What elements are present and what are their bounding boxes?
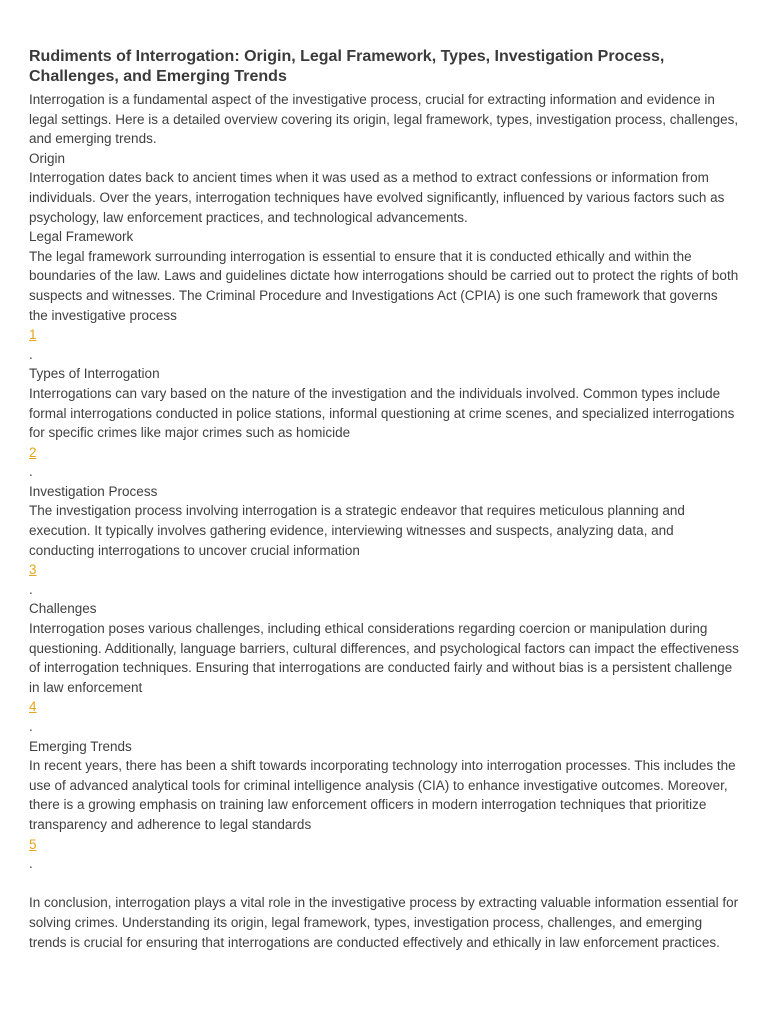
citation-separator: .: [29, 464, 33, 480]
citation-link-1[interactable]: 1: [29, 327, 37, 343]
section-body: Interrogation poses various challenges, including ethical considerations regarding coercion or manipulation during questioning. Additionally, language barriers, cultural differences, and psychological factors can impact the effectiveness of interrogation techniques. Ensuring that interrogations are conducted fairly and without bias is a persistent challenge in law enforcement: [29, 621, 739, 695]
section-heading: Legal Framework: [29, 229, 134, 245]
citation-link-5[interactable]: 5: [29, 836, 37, 852]
citation-separator: .: [29, 856, 33, 872]
conclusion-paragraph: In conclusion, interrogation plays a vital role in the investigative process by extracting valuable information essential for solving crimes. Understanding its origin, legal framework, types, investigation process, challenges, and emerging trends is crucial for ensuring that interrogations are conducted effectively and ethically in law enforcement practices.: [29, 895, 739, 950]
section-body: Interrogations can vary based on the nature of the investigation and the individuals involved. Common types include formal interrogations conducted in police stations, informal questioning at crime scenes, and specialized interrogations for specific crimes like major crimes such as homicide: [29, 385, 735, 441]
citation-link-3[interactable]: 3: [29, 562, 37, 578]
section-body: In recent years, there has been a shift towards incorporating technology into interrogation processes. This includes the use of advanced analytical tools for criminal intelligence analysis (CIA) to enhance investigative outcomes. Moreover, there is a growing emphasis on training law enforcement officers in modern interrogation techniques that prioritize transparency and adherence to legal standards: [29, 758, 736, 832]
citation-link-4[interactable]: 4: [29, 699, 37, 715]
citation-separator: .: [29, 581, 33, 597]
citation-separator: .: [29, 346, 33, 362]
section-challenges: [29, 599, 739, 736]
section-heading: Investigation Process: [29, 483, 158, 499]
paragraph-spacer: [29, 874, 739, 894]
citation-link-2[interactable]: 2: [29, 444, 37, 460]
section-body: The legal framework surrounding interrogation is essential to ensure that it is conducted ethically and within the boundaries of the law. Laws and guidelines dictate how interrogations should be carried out to protect the rights of both suspects and witnesses. The Criminal Procedure and Investigations Act (CPIA) is one such framework that governs the investigative process: [29, 248, 739, 323]
section-heading: Emerging Trends: [29, 738, 132, 754]
section-body: The investigation process involving interrogation is a strategic endeavor that requires meticulous planning and execution. It typically involves gathering evidence, interviewing witnesses and suspects, analyzing data, and conducting interrogations to uncover crucial information: [29, 503, 685, 558]
section-types-of-interrogation: [29, 364, 739, 482]
section-investigation-process: [29, 482, 739, 600]
section-emerging-trends: [29, 737, 739, 874]
section-body: Interrogation dates back to ancient times when it was used as a method to extract confessions or information from individuals. Over the years, interrogation techniques have evolved significantly, influenced by various factors such as psychology, law enforcement practices, and technological advancements.: [29, 170, 725, 225]
section-heading: Challenges: [29, 601, 97, 617]
page-title: Rudiments of Interrogation: Origin, Legal Framework, Types, Investigation Process, Challenges, and Emerging Trends: [29, 48, 665, 85]
section-heading: Origin: [29, 150, 66, 166]
section-legal-framework: [29, 227, 739, 364]
intro-paragraph: Interrogation is a fundamental aspect of the investigative process, crucial for extracting information and evidence in legal settings. Here is a detailed overview covering its origin, legal framework, types, investigation process, challenges, and emerging trends.: [29, 92, 739, 147]
citation-separator: .: [29, 719, 33, 734]
section-origin: [29, 149, 739, 227]
section-heading: Types of Interrogation: [29, 366, 160, 382]
